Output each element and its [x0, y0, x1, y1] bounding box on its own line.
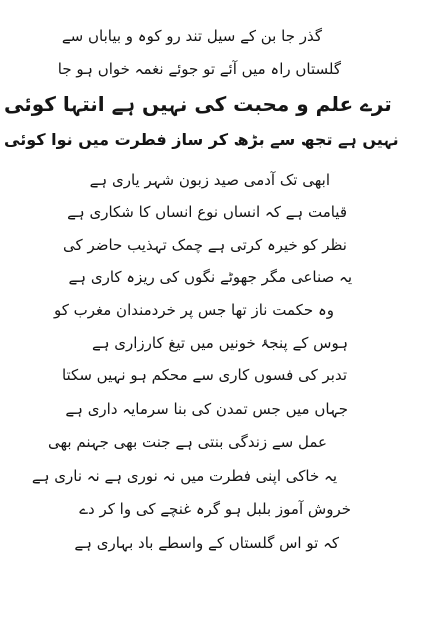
- poem-line-5: ابھی تک آدمی صید زبون شہر یاری ہے: [89, 171, 330, 189]
- poem-line-15: خروش آموز بلبل ہو گرہ غنچے کی وا کر دے: [79, 500, 351, 518]
- poem-line-9: وہ حکمت ناز تھا جس پر خردمندان مغرب کو: [53, 301, 334, 319]
- poem-line-4: نہیں ہے تجھ سے بڑھ کر ساز فطرت میں نوا کوئی: [4, 130, 399, 149]
- poem-line-11: تدبر کی فسوں کاری سے محکم ہو نہیں سکتا: [61, 366, 347, 384]
- poem-line-7: نظر کو خیرہ کرتی ہے چمک تہذیب حاضر کی: [63, 236, 347, 254]
- poem-line-8: یہ صناعی مگر جھوٹے نگوں کی ریزہ کاری ہے: [68, 268, 352, 286]
- poem-line-1: گذر جا بن کے سیل تند رو کوہ و بیاباں سے: [61, 27, 322, 45]
- poem-line-16: کہ تو اس گلستاں کے واسطے باد بہاری ہے: [74, 534, 339, 552]
- poem-line-10: ہوس کے پنجۂ خونیں میں تیغ کارزاری ہے: [91, 334, 348, 352]
- poem-line-14: یہ خاکی اپنی فطرت میں نہ نوری ہے نہ ناری ہے: [31, 467, 337, 485]
- poem-line-13: عمل سے زندگی بنتی ہے جنت بھی جہنم بھی: [47, 433, 327, 451]
- poem-line-6: قیامت ہے کہ انساں نوع انساں کا شکاری ہے: [67, 203, 347, 221]
- poem-line-2: گلستاں راہ میں آئے تو جوئے نغمہ خواں ہو جا: [57, 60, 341, 78]
- poem-line-12: جہاں میں جس تمدن کی بنا سرمایہ داری ہے: [65, 400, 348, 418]
- poem-line-3: ترے علم و محبت کی نہیں ہے انتہا کوئی: [4, 92, 392, 116]
